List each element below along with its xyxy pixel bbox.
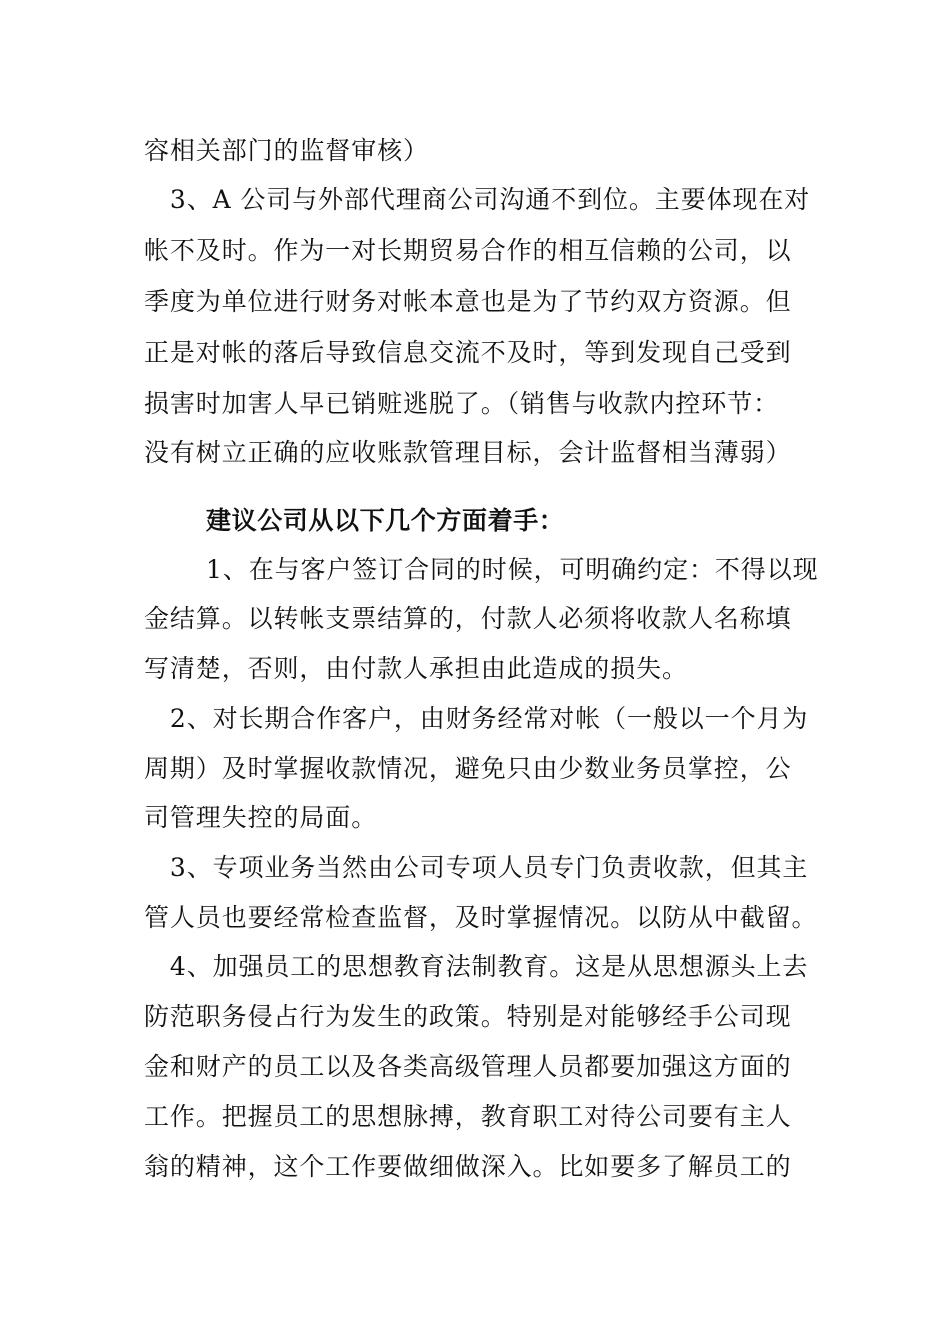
paragraph-line: 工作。把握员工的思想脉搏，教育职工对待公司要有主人 xyxy=(144,1102,792,1131)
paragraph-line: 金结算。以转帐支票结算的，付款人必须将收款人名称填 xyxy=(144,604,792,633)
paragraph-line: 损害时加害人早已销赃逃脱了。（销售与收款内控环节： xyxy=(144,389,780,418)
paragraph-line: 没有树立正确的应收账款管理目标，会计监督相当薄弱） xyxy=(144,438,792,467)
paragraph-line: 防范职务侵占行为发生的政策。特别是对能够经手公司现 xyxy=(144,1002,792,1031)
paragraph-line: 4、加强员工的思想教育法制教育。这是从思想源头上去 xyxy=(144,952,809,981)
paragraph-line: 3、A 公司与外部代理商公司沟通不到位。主要体现在对 xyxy=(144,185,811,214)
paragraph-line: 司管理失控的局面。 xyxy=(144,803,378,832)
paragraph-line: 3、专项业务当然由公司专项人员专门负责收款，但其主 xyxy=(144,853,809,882)
paragraph-line: 2、对长期合作客户，由财务经常对帐（一般以一个月为 xyxy=(144,704,809,733)
paragraph-line: 翁的精神，这个工作要做细做深入。比如要多了解员工的 xyxy=(144,1152,792,1181)
section-heading: 建议公司从以下几个方面着手： xyxy=(206,506,565,535)
paragraph-line: 周期）及时掌握收款情况，避免只由少数业务员掌控，公 xyxy=(144,754,792,783)
paragraph-line: 管人员也要经常检查监督，及时掌握情况。以防从中截留。 xyxy=(144,903,818,932)
paragraph-line: 1、在与客户签订合同的时候，可明确约定：不得以现 xyxy=(206,555,819,584)
paragraph-line: 金和财产的员工以及各类高级管理人员都要加强这方面的 xyxy=(144,1052,792,1081)
paragraph-line: 帐不及时。作为一对长期贸易合作的相互信赖的公司，以 xyxy=(144,236,792,265)
paragraph-line: 容相关部门的监督审核） xyxy=(144,136,429,165)
paragraph-line: 季度为单位进行财务对帐本意也是为了节约双方资源。但 xyxy=(144,287,792,316)
paragraph-line: 写清楚，否则，由付款人承担由此造成的损失。 xyxy=(144,654,688,683)
paragraph-line: 正是对帐的落后导致信息交流不及时，等到发现自己受到 xyxy=(144,338,792,367)
